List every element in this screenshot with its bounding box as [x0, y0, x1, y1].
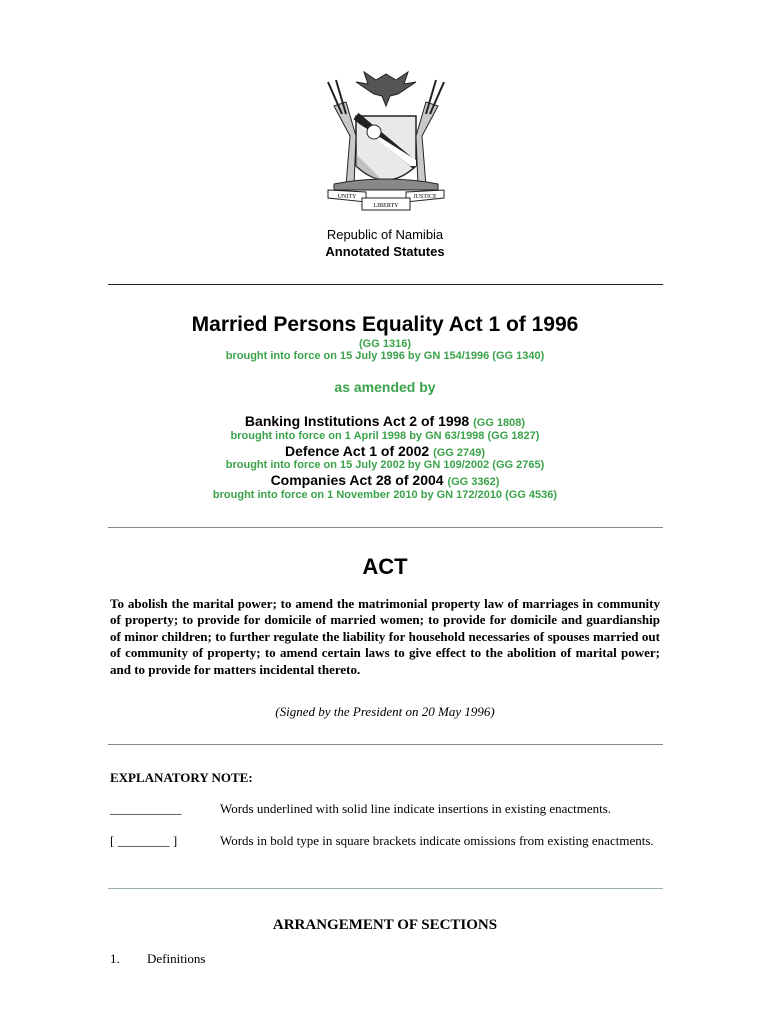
insertion-symbol: ___________: [110, 801, 182, 816]
act-commencement: brought into force on 15 July 1996 by GN 154/1996 (GG 1340): [225, 350, 545, 362]
republic-label: Republic of Namibia: [326, 227, 444, 242]
section-1-title[interactable]: Definitions: [147, 951, 206, 966]
motto-unity: UNITY: [337, 194, 357, 200]
amendment-3-title: [0, 472, 770, 488]
header-divider: [108, 284, 663, 285]
amendment-3-gazette: (GG 3362): [447, 476, 500, 488]
amendment-3-name: Companies Act 28 of 2004: [270, 472, 444, 488]
act-divider: [108, 744, 663, 745]
amendment-3-commencement: brought into force on 1 November 2010 by GN 172/2010 (GG 4536): [212, 489, 558, 501]
amendment-1-name: Banking Institutions Act 2 of 1998: [244, 413, 470, 429]
act-heading: ACT: [362, 554, 408, 579]
amendment-2-commencement: brought into force on 15 July 2002 by GN 109/2002 (GG 2765): [225, 459, 545, 471]
amendment-2-gazette: (GG 2749): [433, 447, 486, 459]
amendments-divider: [108, 527, 663, 528]
act-gazette-ref: (GG 1316): [359, 338, 411, 350]
explanatory-note-heading: EXPLANATORY NOTE:: [110, 770, 253, 785]
amendment-2-name: Defence Act 1 of 2002: [284, 443, 430, 459]
insertion-explanation: Words underlined with solid line indicate insertions in existing enactments.: [220, 801, 612, 816]
coat-of-arms-emblem: [316, 66, 456, 212]
motto-liberty: LIBERTY: [373, 203, 399, 209]
arrangement-heading: ARRANGEMENT OF SECTIONS: [272, 917, 498, 933]
amendment-1-commencement: brought into force on 1 April 1998 by GN 63/1998 (GG 1827): [230, 430, 540, 442]
act-title: Married Persons Equality Act 1 of 1996: [191, 313, 579, 336]
omission-explanation: Words in bold type in square brackets indicate omissions from existing enactments.: [220, 833, 654, 848]
omission-symbol: [ ________ ]: [110, 833, 178, 848]
amendment-1-title: [0, 413, 770, 429]
annotated-statutes-label: Annotated Statutes: [325, 244, 445, 259]
motto-justice: JUSTICE: [413, 194, 437, 200]
signed-note: (Signed by the President on 20 May 1996): [275, 704, 495, 719]
explanatory-divider: [108, 888, 663, 889]
as-amended-by-label: as amended by: [334, 379, 436, 395]
amendment-2-title: [0, 443, 770, 459]
section-1-number: 1.: [110, 951, 120, 966]
act-long-title: To abolish the marital power; to amend the matrimonial property law of marriages in community of property; to provide for domicile of married women; to provide for domicile and guardianship of minor children; to further regulate the liability for household necessaries of spouses married out of community of property; to amend certain laws to give effect to the abolition of marital power; and to provide for matters incidental thereto.: [110, 596, 660, 677]
amendment-1-gazette: (GG 1808): [473, 417, 526, 429]
